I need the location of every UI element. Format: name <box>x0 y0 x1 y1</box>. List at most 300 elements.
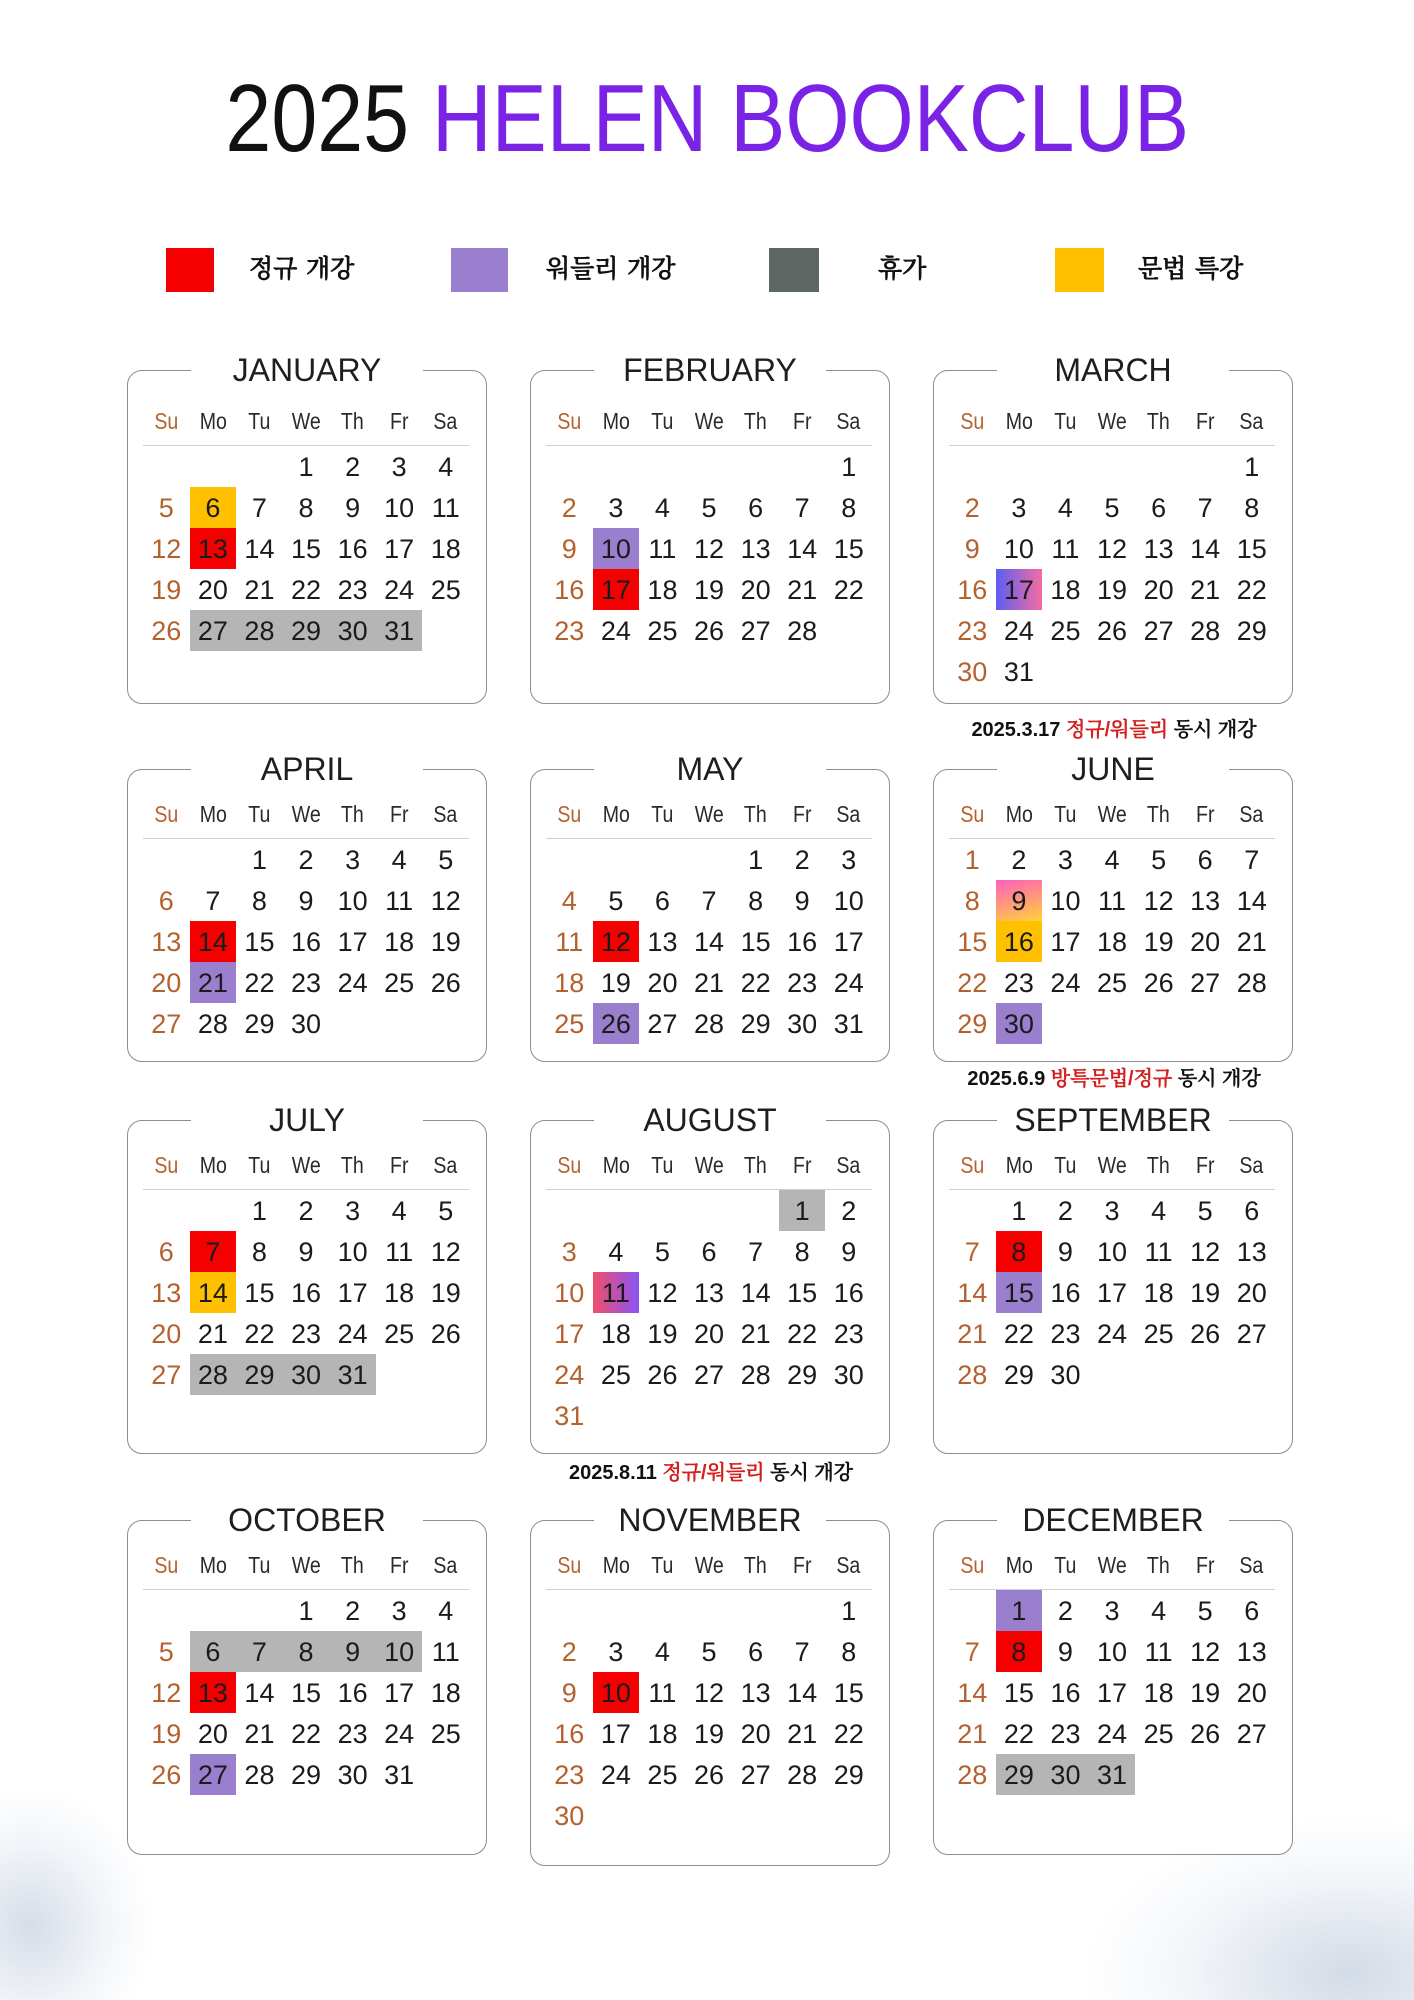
weekday-label: Fr <box>1195 1552 1215 1578</box>
week-row <box>949 1272 1275 1313</box>
day-cell: 26 <box>1190 1719 1221 1749</box>
day-cell: 19 <box>151 575 182 605</box>
month-title: APRIL <box>191 749 423 789</box>
week-row <box>546 1713 872 1754</box>
weekday-label: Th <box>1147 1152 1171 1178</box>
day-cell: 19 <box>694 1719 725 1749</box>
week-row <box>143 1272 469 1313</box>
day-cell: 14 <box>957 1678 988 1708</box>
day-cell: 8 <box>996 1631 1043 1672</box>
weekday-label: Mo <box>602 801 630 827</box>
weekday-header <box>546 405 872 446</box>
day-cell: 31 <box>376 610 423 651</box>
empty-cell <box>546 839 593 880</box>
day-cell: 14 <box>957 1278 988 1308</box>
day-cell: 19 <box>1097 575 1128 605</box>
day-cell: 1 <box>996 1590 1043 1631</box>
weekday-label: Su <box>557 1152 582 1178</box>
empty-cell <box>1089 651 1136 692</box>
week-row <box>546 880 872 921</box>
week-row <box>143 1231 469 1272</box>
empty-cell <box>1135 1754 1182 1795</box>
week-row <box>949 1354 1275 1395</box>
day-cell: 26 <box>647 1360 678 1390</box>
day-cell: 28 <box>787 616 818 646</box>
weekday-label: Sa <box>433 801 458 827</box>
day-cell: 11 <box>1098 886 1127 916</box>
day-cell: 30 <box>291 1009 322 1039</box>
day-cell: 20 <box>740 575 771 605</box>
weekday-label: Fr <box>1195 1152 1215 1178</box>
day-cell: 28 <box>787 1760 818 1790</box>
day-cell: 16 <box>787 927 818 957</box>
weekday-label: Tu <box>1054 1152 1077 1178</box>
day-cell: 7 <box>748 1237 764 1267</box>
day-cell: 9 <box>964 534 980 564</box>
day-cell: 17 <box>1097 1278 1128 1308</box>
empty-cell <box>825 1795 872 1836</box>
empty-cell <box>376 1354 423 1395</box>
empty-cell <box>422 1354 469 1395</box>
week-row <box>143 1590 469 1631</box>
day-cell: 7 <box>251 493 267 523</box>
day-cell: 8 <box>283 1631 330 1672</box>
month-title: MAY <box>594 749 826 789</box>
day-cell: 11 <box>431 493 460 523</box>
day-cell: 29 <box>1236 616 1267 646</box>
day-cell: 23 <box>1003 968 1034 998</box>
day-cell: 10 <box>376 1631 423 1672</box>
week-row <box>143 528 469 569</box>
day-cell: 2 <box>794 845 810 875</box>
day-cell: 22 <box>833 575 864 605</box>
empty-cell <box>546 1590 593 1631</box>
week-row <box>546 1395 872 1436</box>
weekday-label: We <box>694 1552 724 1578</box>
day-cell: 20 <box>151 1319 182 1349</box>
day-cell: 18 <box>384 927 415 957</box>
note-date: 2025.3.17 <box>971 719 1061 741</box>
weekday-label: Th <box>744 1152 768 1178</box>
day-cell: 3 <box>391 452 407 482</box>
day-cell: 6 <box>748 1637 764 1667</box>
day-cell: 17 <box>996 569 1043 610</box>
day-cell: 13 <box>151 1278 182 1308</box>
day-cell: 25 <box>600 1360 631 1390</box>
month-card-november <box>530 1502 890 1866</box>
day-cell: 26 <box>151 1760 182 1790</box>
weekday-header <box>546 1149 872 1190</box>
day-cell: 15 <box>1003 1678 1034 1708</box>
day-cell: 8 <box>964 886 980 916</box>
day-cell: 2 <box>561 1637 577 1667</box>
day-cell: 3 <box>561 1237 577 1267</box>
week-row <box>546 1672 872 1713</box>
weekday-label: Tu <box>651 1152 674 1178</box>
day-cell: 7 <box>794 1637 810 1667</box>
day-cell: 28 <box>244 1760 275 1790</box>
weekday-label: Su <box>960 1152 985 1178</box>
empty-cell <box>1228 1354 1275 1395</box>
day-cell: 16 <box>1050 1678 1081 1708</box>
month-card-may <box>530 751 890 1062</box>
day-cell: 18 <box>1050 575 1081 605</box>
day-cell: 9 <box>841 1237 857 1267</box>
day-cell: 5 <box>438 845 454 875</box>
week-row <box>143 1754 469 1795</box>
empty-cell <box>779 446 826 487</box>
day-cell: 4 <box>608 1237 624 1267</box>
week-row <box>546 528 872 569</box>
weekday-label: We <box>291 801 321 827</box>
day-cell: 3 <box>391 1596 407 1626</box>
note-date: 2025.6.9 <box>967 1068 1046 1090</box>
day-cell: 12 <box>593 921 640 962</box>
weekday-label: Fr <box>389 801 409 827</box>
day-cell: 18 <box>647 575 678 605</box>
day-cell: 14 <box>787 1678 818 1708</box>
month-grid <box>949 1149 1275 1395</box>
month-title: DECEMBER <box>997 1500 1229 1540</box>
empty-cell <box>996 446 1043 487</box>
day-cell: 4 <box>1057 493 1073 523</box>
weekday-header <box>949 405 1275 446</box>
day-cell: 24 <box>1050 968 1081 998</box>
weekday-label: Sa <box>1239 801 1264 827</box>
weekday-label: Tu <box>248 1152 271 1178</box>
week-row <box>143 1190 469 1231</box>
day-cell: 11 <box>1051 534 1080 564</box>
day-cell: 9 <box>1057 1237 1073 1267</box>
weekday-label: Sa <box>836 408 861 434</box>
day-cell: 20 <box>694 1319 725 1349</box>
note-text: 동시 개강 <box>1177 1068 1261 1090</box>
day-cell: 31 <box>1003 657 1034 687</box>
day-cell: 12 <box>430 1237 461 1267</box>
title-year: 2025 <box>225 65 409 172</box>
empty-cell <box>686 1190 733 1231</box>
day-cell: 21 <box>190 962 237 1003</box>
empty-cell <box>593 1590 640 1631</box>
day-cell: 23 <box>1050 1719 1081 1749</box>
month-title: MARCH <box>997 350 1229 390</box>
weekday-label: We <box>1097 801 1127 827</box>
week-row <box>143 1631 469 1672</box>
day-cell: 22 <box>1003 1319 1034 1349</box>
empty-cell <box>732 1190 779 1231</box>
month-card-october <box>127 1502 487 1855</box>
empty-cell <box>190 446 237 487</box>
day-cell: 24 <box>600 1760 631 1790</box>
day-cell: 4 <box>1151 1196 1167 1226</box>
week-row <box>949 1231 1275 1272</box>
week-row <box>546 446 872 487</box>
day-cell: 1 <box>251 1196 267 1226</box>
day-cell: 24 <box>337 1319 368 1349</box>
day-cell: 13 <box>190 1672 237 1713</box>
empty-cell <box>1135 1003 1182 1044</box>
week-row <box>143 1313 469 1354</box>
month-title: JUNE <box>997 749 1229 789</box>
week-row <box>546 1313 872 1354</box>
day-cell: 29 <box>291 1760 322 1790</box>
day-cell: 10 <box>1097 1237 1128 1267</box>
empty-cell <box>1042 651 1089 692</box>
day-cell: 26 <box>151 616 182 646</box>
empty-cell <box>732 446 779 487</box>
day-cell: 25 <box>1050 616 1081 646</box>
day-cell: 30 <box>996 1003 1043 1044</box>
day-cell: 18 <box>600 1319 631 1349</box>
day-cell: 19 <box>647 1319 678 1349</box>
day-cell: 29 <box>833 1760 864 1790</box>
day-cell: 30 <box>957 657 988 687</box>
day-cell: 18 <box>1097 927 1128 957</box>
day-cell: 13 <box>1236 1237 1267 1267</box>
month-card-july <box>127 1102 487 1454</box>
day-cell: 21 <box>694 968 725 998</box>
day-cell: 12 <box>151 1678 182 1708</box>
day-cell: 30 <box>337 1760 368 1790</box>
day-cell: 8 <box>794 1237 810 1267</box>
day-cell: 20 <box>1236 1278 1267 1308</box>
month-grid <box>546 1549 872 1836</box>
empty-cell <box>1182 651 1229 692</box>
day-cell: 3 <box>608 493 624 523</box>
day-cell: 25 <box>1143 1319 1174 1349</box>
day-cell: 30 <box>283 1354 330 1395</box>
weekday-label: Th <box>1147 408 1171 434</box>
week-row <box>546 1354 872 1395</box>
month-card-january <box>127 352 487 704</box>
day-cell: 13 <box>740 1678 771 1708</box>
empty-cell <box>779 1795 826 1836</box>
day-cell: 10 <box>384 493 415 523</box>
day-cell: 20 <box>197 1719 228 1749</box>
weekday-label: Su <box>557 801 582 827</box>
day-cell: 7 <box>205 886 221 916</box>
day-cell: 10 <box>337 886 368 916</box>
weekday-label: Mo <box>1005 408 1033 434</box>
day-cell: 24 <box>833 968 864 998</box>
weekday-label: Sa <box>1239 1552 1264 1578</box>
note-text: 동시 개강 <box>1173 719 1257 741</box>
day-cell: 25 <box>647 1760 678 1790</box>
day-cell: 13 <box>1143 534 1174 564</box>
day-cell: 24 <box>1003 616 1034 646</box>
day-cell: 4 <box>1104 845 1120 875</box>
day-cell: 1 <box>841 452 857 482</box>
weekday-label: Fr <box>389 1152 409 1178</box>
week-row <box>949 1713 1275 1754</box>
weekday-header <box>143 1149 469 1190</box>
day-cell: 16 <box>337 1678 368 1708</box>
day-cell: 16 <box>554 575 585 605</box>
month-title: OCTOBER <box>191 1500 423 1540</box>
week-row <box>546 487 872 528</box>
day-cell: 7 <box>236 1631 283 1672</box>
weekday-label: Tu <box>1054 408 1077 434</box>
day-cell: 1 <box>1244 452 1260 482</box>
day-cell: 1 <box>298 452 314 482</box>
day-cell: 12 <box>1190 1237 1221 1267</box>
day-cell: 5 <box>1104 493 1120 523</box>
day-cell: 28 <box>694 1009 725 1039</box>
day-cell: 14 <box>244 1678 275 1708</box>
weekday-label: Fr <box>1195 408 1215 434</box>
weekday-label: Fr <box>792 801 812 827</box>
day-cell: 11 <box>648 534 677 564</box>
week-row <box>143 1713 469 1754</box>
day-cell: 27 <box>1190 968 1221 998</box>
day-cell: 5 <box>1197 1596 1213 1626</box>
day-cell: 27 <box>1236 1319 1267 1349</box>
day-cell: 26 <box>1143 968 1174 998</box>
day-cell: 17 <box>833 927 864 957</box>
week-row <box>949 651 1275 692</box>
day-cell: 5 <box>158 493 174 523</box>
day-cell: 10 <box>833 886 864 916</box>
day-cell: 23 <box>957 616 988 646</box>
day-cell: 11 <box>385 1237 414 1267</box>
empty-cell <box>639 1590 686 1631</box>
empty-cell <box>686 1590 733 1631</box>
day-cell: 6 <box>190 1631 237 1672</box>
day-cell: 23 <box>554 616 585 646</box>
month-title: JANUARY <box>191 350 423 390</box>
legend-label-grammar: 문법 특강 <box>1138 254 1244 283</box>
empty-cell <box>639 1795 686 1836</box>
weekday-label: Su <box>960 408 985 434</box>
empty-cell <box>143 839 190 880</box>
day-cell: 21 <box>1236 927 1267 957</box>
empty-cell <box>376 1003 423 1044</box>
week-row <box>143 839 469 880</box>
day-cell: 21 <box>244 575 275 605</box>
weekday-header <box>143 405 469 446</box>
empty-cell <box>422 1754 469 1795</box>
day-cell: 2 <box>561 493 577 523</box>
day-cell: 11 <box>1144 1237 1173 1267</box>
day-cell: 20 <box>647 968 678 998</box>
day-cell: 17 <box>384 1678 415 1708</box>
week-row <box>949 1313 1275 1354</box>
day-cell: 17 <box>1097 1678 1128 1708</box>
week-row <box>949 569 1275 610</box>
day-cell: 11 <box>593 1272 640 1313</box>
day-cell: 16 <box>957 575 988 605</box>
day-cell: 3 <box>1011 493 1027 523</box>
day-cell: 29 <box>787 1360 818 1390</box>
day-cell: 24 <box>337 968 368 998</box>
week-row <box>546 1631 872 1672</box>
empty-cell <box>1042 446 1089 487</box>
day-cell: 16 <box>291 1278 322 1308</box>
day-cell: 25 <box>554 1009 585 1039</box>
day-cell: 14 <box>740 1278 771 1308</box>
day-cell: 9 <box>329 1631 376 1672</box>
weekday-label: Fr <box>792 408 812 434</box>
day-cell: 10 <box>1003 534 1034 564</box>
weekday-label: Mo <box>199 1552 227 1578</box>
day-cell: 3 <box>1104 1596 1120 1626</box>
weekday-label: Mo <box>1005 1552 1033 1578</box>
day-cell: 16 <box>996 921 1043 962</box>
empty-cell <box>732 1590 779 1631</box>
weekday-label: Th <box>341 408 365 434</box>
day-cell: 16 <box>833 1278 864 1308</box>
day-cell: 31 <box>554 1401 585 1431</box>
empty-cell <box>1135 651 1182 692</box>
day-cell: 10 <box>593 1672 640 1713</box>
week-row <box>949 1590 1275 1631</box>
empty-cell <box>593 839 640 880</box>
day-cell: 26 <box>694 1760 725 1790</box>
day-cell: 3 <box>345 845 361 875</box>
weekday-label: Fr <box>389 408 409 434</box>
day-cell: 27 <box>1143 616 1174 646</box>
day-cell: 26 <box>1097 616 1128 646</box>
month-grid <box>949 405 1275 692</box>
week-row <box>949 1672 1275 1713</box>
day-cell: 9 <box>794 886 810 916</box>
day-cell: 26 <box>694 616 725 646</box>
weekday-label: Su <box>557 1552 582 1578</box>
day-cell: 30 <box>329 610 376 651</box>
day-cell: 4 <box>561 886 577 916</box>
day-cell: 8 <box>748 886 764 916</box>
day-cell: 4 <box>1151 1596 1167 1626</box>
day-cell: 24 <box>384 575 415 605</box>
weekday-label: We <box>291 408 321 434</box>
day-cell: 17 <box>337 1278 368 1308</box>
day-cell: 15 <box>996 1272 1043 1313</box>
weekday-label: Th <box>341 1152 365 1178</box>
day-cell: 30 <box>1050 1360 1081 1390</box>
month-card-june <box>933 751 1293 1062</box>
day-cell: 19 <box>1190 1678 1221 1708</box>
day-cell: 12 <box>430 886 461 916</box>
day-cell: 28 <box>957 1760 988 1790</box>
empty-cell <box>143 1190 190 1231</box>
weekday-label: Sa <box>836 1552 861 1578</box>
day-cell: 15 <box>740 927 771 957</box>
day-cell: 15 <box>833 534 864 564</box>
day-cell: 25 <box>430 1719 461 1749</box>
legend-label-vacation: 휴가 <box>878 254 927 283</box>
day-cell: 18 <box>647 1719 678 1749</box>
weekday-label: Mo <box>199 1152 227 1178</box>
day-cell: 20 <box>197 575 228 605</box>
empty-cell <box>1135 446 1182 487</box>
week-row <box>949 1754 1275 1795</box>
day-cell: 4 <box>654 493 670 523</box>
week-row <box>949 962 1275 1003</box>
day-cell: 15 <box>244 1278 275 1308</box>
day-cell: 21 <box>1190 575 1221 605</box>
weekday-header <box>143 798 469 839</box>
weekday-label: We <box>1097 1552 1127 1578</box>
month-grid <box>143 1149 469 1395</box>
empty-cell <box>422 1003 469 1044</box>
week-row <box>143 446 469 487</box>
day-cell: 28 <box>197 1009 228 1039</box>
day-cell: 26 <box>593 1003 640 1044</box>
month-grid <box>546 1149 872 1436</box>
day-cell: 3 <box>841 845 857 875</box>
empty-cell <box>639 1190 686 1231</box>
day-cell: 9 <box>298 1237 314 1267</box>
